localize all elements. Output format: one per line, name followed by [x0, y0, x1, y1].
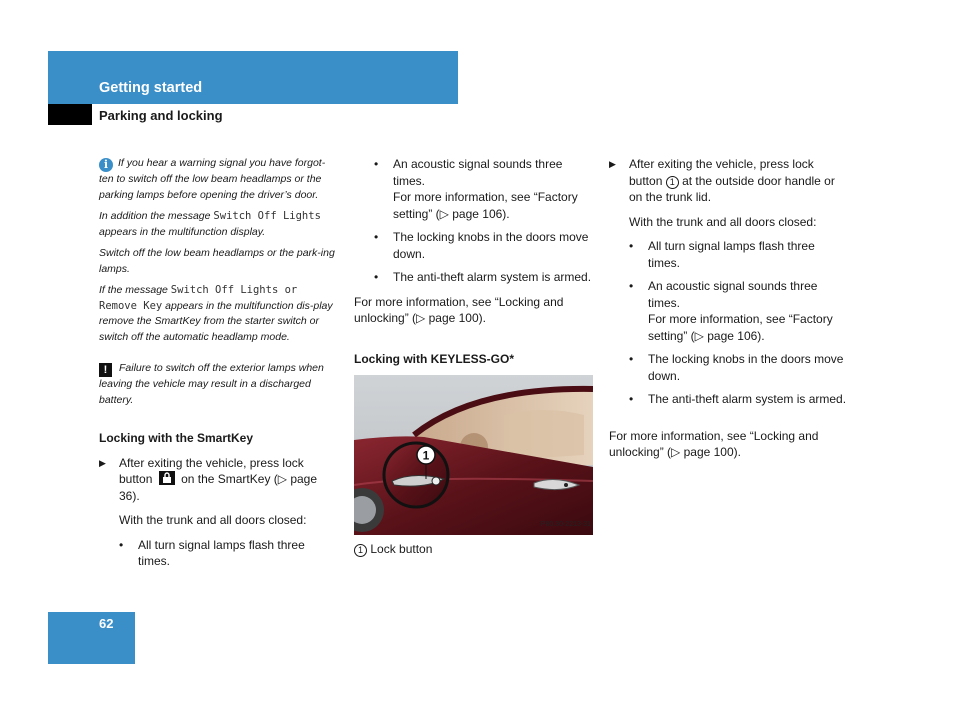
result-list — [609, 238, 849, 408]
bullet-icon: • — [374, 230, 379, 244]
figure-callout-number: 1 — [422, 448, 430, 463]
info-note-text: appears in the multifunction display. — [99, 225, 266, 238]
list-item — [374, 269, 594, 286]
step-text: on the SmartKey (▷ page 36). — [119, 472, 318, 503]
caption-text: Lock button — [370, 542, 433, 556]
display-message-code: Switch Off Lights — [213, 210, 321, 222]
list-item — [629, 238, 849, 271]
column-middle — [354, 156, 594, 558]
header-bar — [48, 51, 458, 104]
list-item-text: The anti-theft alarm system is armed. — [648, 392, 847, 406]
list-item-text: All turn signal lamps flash three times. — [648, 239, 815, 270]
list-item — [119, 537, 339, 570]
bullet-icon: • — [629, 279, 634, 293]
info-note-text: In addition the message — [99, 210, 214, 222]
list-item — [629, 351, 849, 384]
page-subtitle: Parking and locking — [99, 108, 223, 123]
list-item-text: An acoustic signal sounds three times. — [648, 279, 818, 310]
bullet-icon: • — [119, 537, 124, 552]
list-item — [374, 156, 594, 222]
warning-icon: ! — [99, 363, 112, 377]
door-handle-figure — [354, 375, 593, 535]
figure-code: P80.30-2213-31 — [540, 520, 591, 528]
info-note-text: If the message — [99, 284, 171, 296]
info-note-text: If you hear a warning signal you have forgot-ten to switch off the low beam headlamps or the parking lamps before opening the driver’s door. — [99, 157, 326, 201]
column-right — [609, 156, 849, 469]
list-item-text: The anti-theft alarm system is armed. — [393, 270, 592, 284]
list-item-text: The locking knobs in the doors move down. — [648, 352, 844, 383]
lock-icon — [159, 471, 175, 485]
list-item — [374, 229, 594, 262]
section-heading-keyless-go: Locking with KEYLESS-GO* — [354, 351, 515, 366]
bullet-icon: • — [374, 157, 379, 171]
cross-reference: For more information, see “Factory setting” (▷ page 106). — [393, 190, 578, 221]
page-number: 62 — [99, 616, 114, 631]
info-note-message — [99, 209, 339, 240]
list-item — [629, 391, 849, 408]
step-text: After exiting the vehicle, press lock button — [629, 157, 814, 188]
bullet-icon: • — [629, 352, 634, 366]
callout-number-icon: 1 — [666, 176, 679, 189]
car-door-illustration — [354, 375, 593, 535]
info-note-text: appears in the multifunction dis-play remove the SmartKey from the starter switch or switch off the automatic headlamp mode. — [99, 299, 333, 343]
info-note-message — [99, 283, 339, 345]
info-note — [99, 156, 339, 203]
info-icon: i — [99, 158, 113, 172]
step-text: After exiting the vehicle, press lock button — [119, 455, 304, 486]
column-left — [99, 156, 339, 578]
step-arrow-icon: ▶ — [99, 457, 106, 468]
cross-reference: For more information, see “Factory setting” (▷ page 106). — [648, 312, 833, 343]
step-text: at the outside door handle or on the trunk lid. — [629, 173, 835, 204]
list-item-text: An acoustic signal sounds three times. — [393, 157, 563, 188]
cross-reference: For more information, see “Locking and unlocking” (▷ page 100). — [609, 428, 819, 459]
figure-caption — [354, 541, 594, 558]
step-instruction — [99, 455, 339, 505]
bullet-icon: • — [629, 392, 634, 406]
step-instruction — [609, 156, 849, 206]
list-item-text: The locking knobs in the doors move down. — [393, 230, 589, 261]
section-heading-smartkey: Locking with the SmartKey — [99, 431, 254, 445]
cross-reference: For more information, see “Locking and unlocking” (▷ page 100). — [354, 294, 564, 325]
info-note-instruction: Switch off the low beam headlamps or the park-ing lamps. — [99, 247, 335, 275]
list-item — [629, 278, 849, 344]
list-item-text: All turn signal lamps flash three times. — [138, 537, 305, 568]
warning-note — [99, 361, 339, 408]
bullet-icon: • — [629, 239, 634, 253]
page-number-box — [48, 612, 135, 664]
step-arrow-icon: ▶ — [609, 159, 616, 169]
section-title: Getting started — [99, 80, 203, 96]
result-list — [99, 537, 339, 570]
result-list — [354, 156, 594, 286]
bullet-icon: • — [374, 270, 379, 284]
warning-text: Failure to switch off the exterior lamps when leaving the vehicle may result in a discharged battery. — [99, 362, 324, 406]
condition-text: With the trunk and all doors closed: — [119, 513, 307, 527]
header-tab-marker — [48, 104, 92, 125]
callout-number-icon: 1 — [354, 544, 367, 557]
condition-text: With the trunk and all doors closed: — [629, 214, 817, 229]
display-message-code: Switch Off Lights or Remove Key — [99, 284, 298, 312]
